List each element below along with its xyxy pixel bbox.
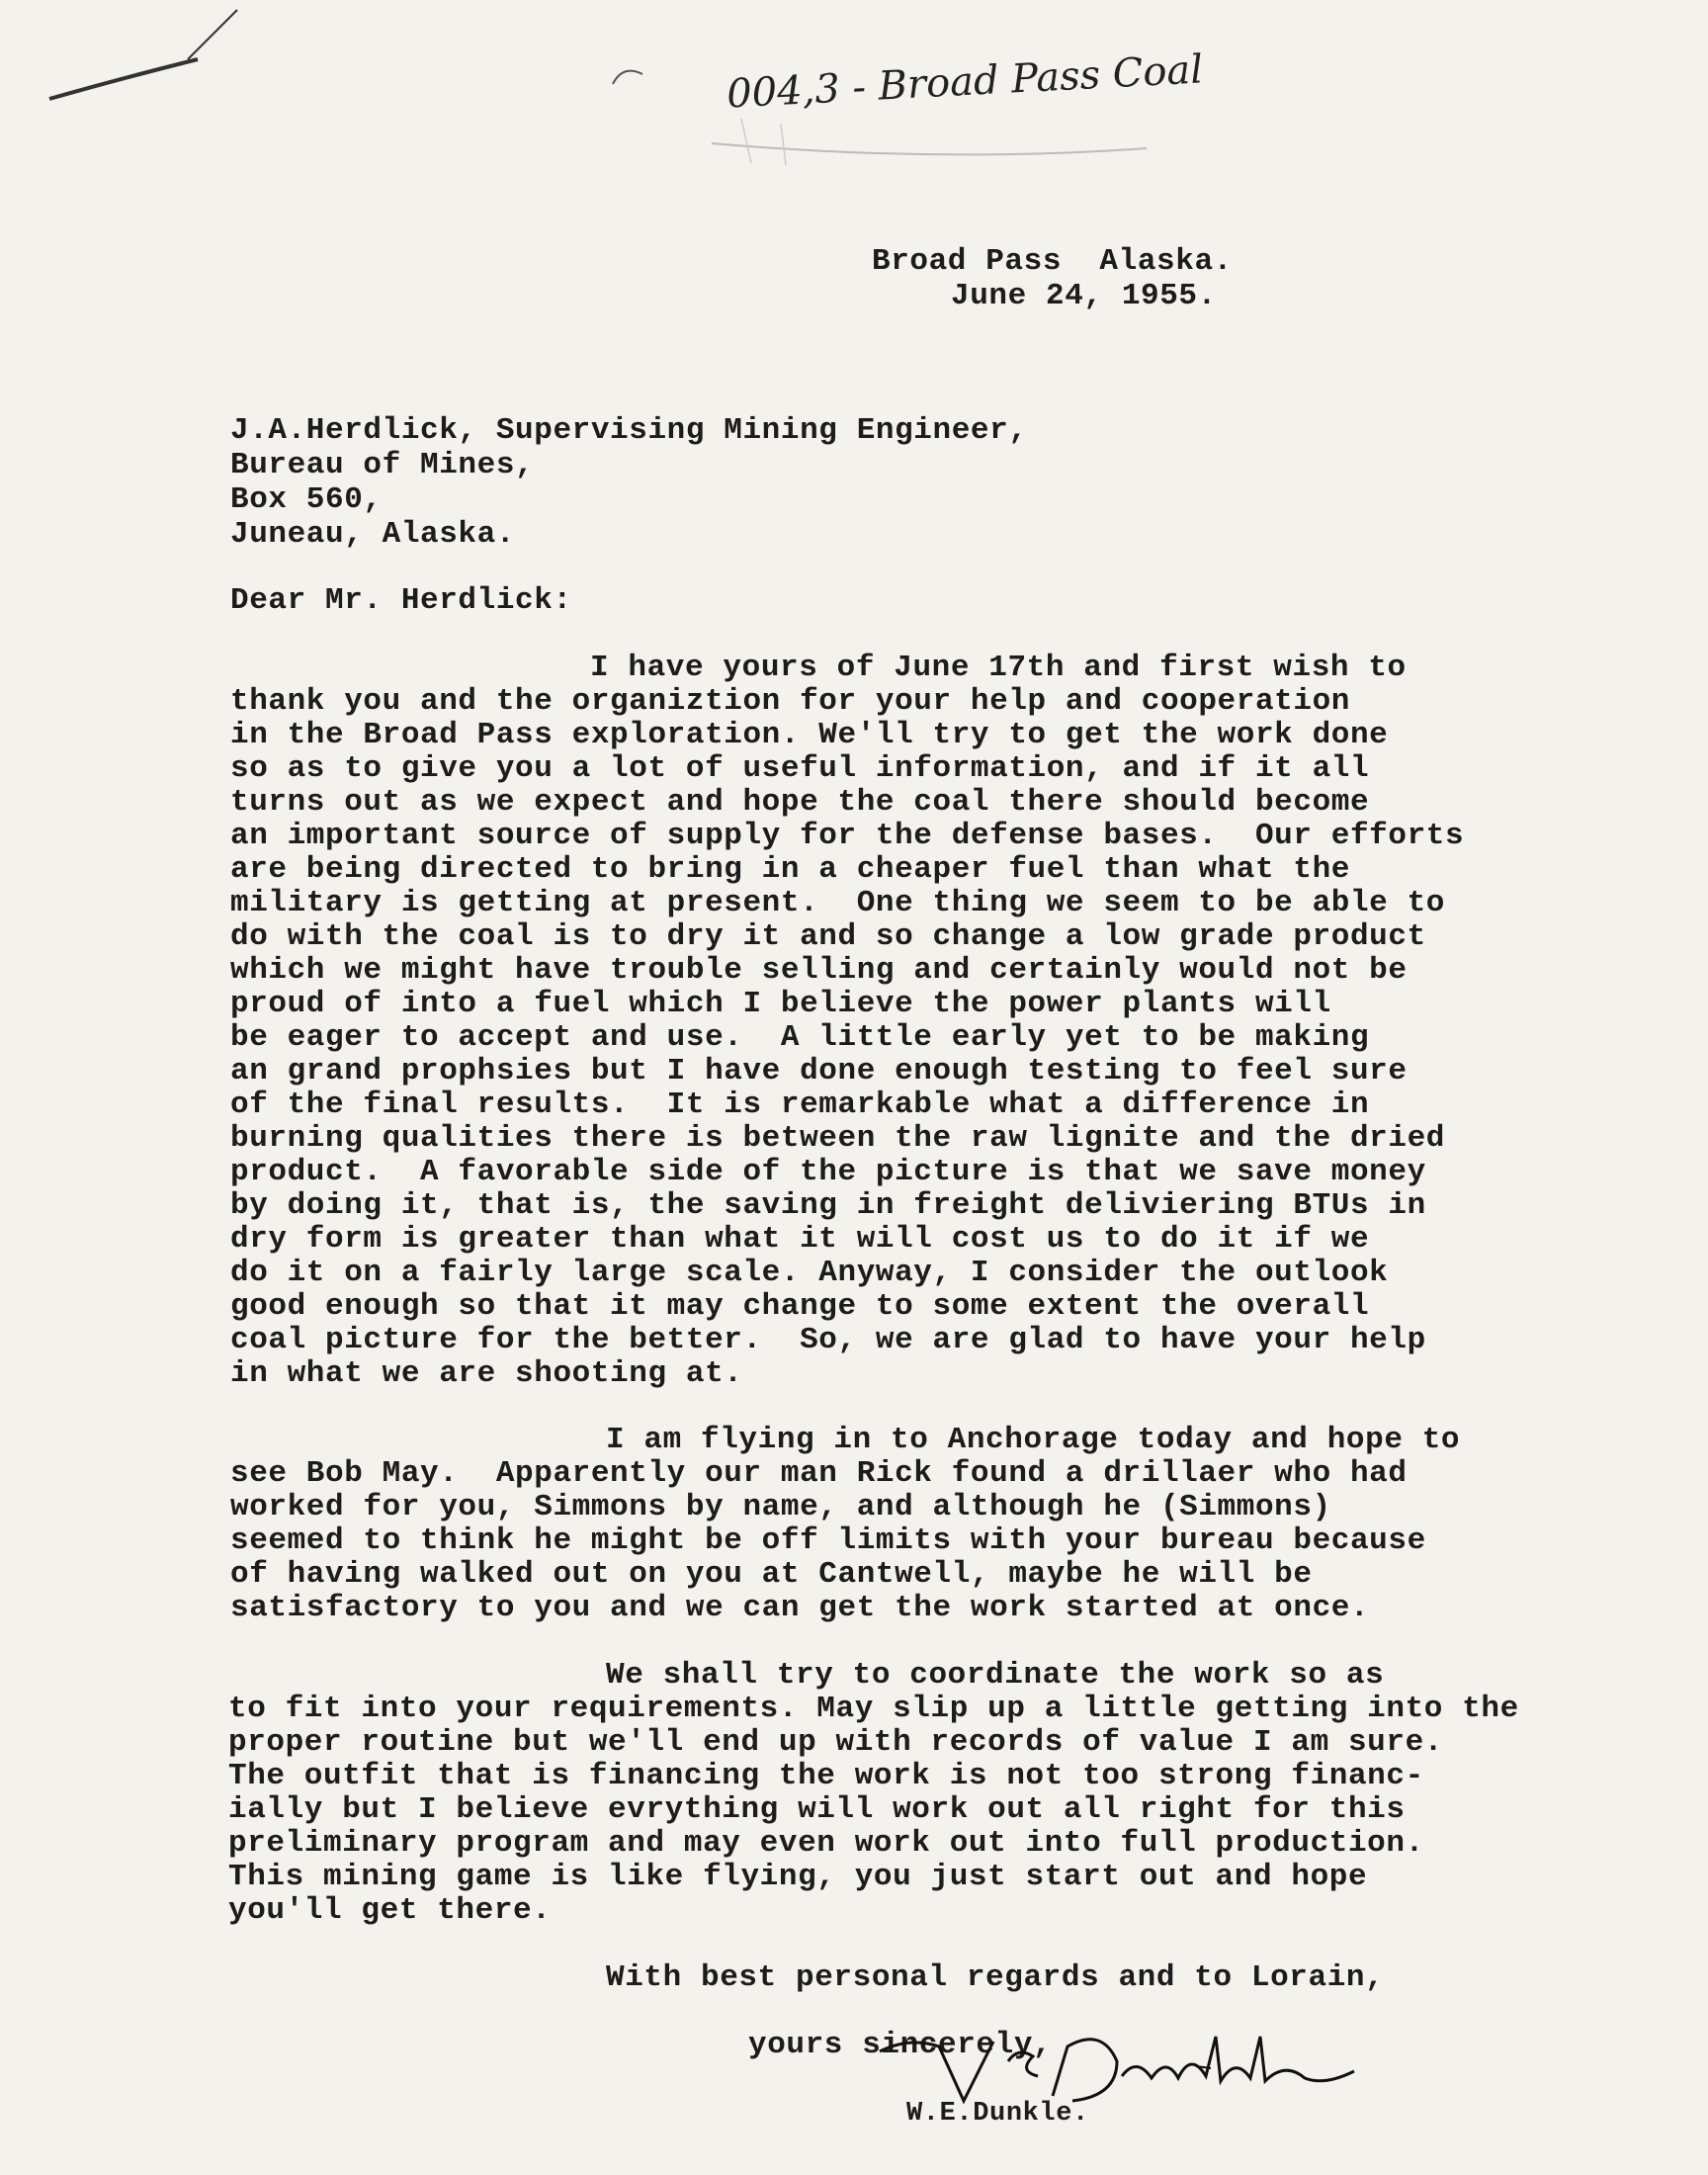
body-line: good enough so that it may change to some extent the overall	[230, 1289, 1370, 1324]
body-line: by doing it, that is, the saving in freight deliviering BTUs in	[230, 1188, 1426, 1223]
body-line: of having walked out on you at Cantwell, maybe he will be	[230, 1557, 1313, 1592]
body-line: We shall try to coordinate the work so as	[606, 1658, 1385, 1693]
body-line: to fit into your requirements. May slip up a little getting into the	[228, 1692, 1519, 1726]
body-line: an important source of supply for the defense bases. Our efforts	[230, 819, 1465, 853]
address-line: Juneau, Alaska.	[230, 517, 516, 552]
body-line: worked for you, Simmons by name, and although he (Simmons)	[230, 1490, 1331, 1524]
body-line: proper routine but we'll end up with records of value I am sure.	[228, 1725, 1443, 1760]
body-line: of the final results. It is remarkable what a difference in	[230, 1088, 1370, 1122]
body-line: which we might have trouble selling and certainly would not be	[230, 953, 1408, 988]
body-line: dry form is greater than what it will cost us to do it if we	[230, 1222, 1370, 1257]
address-line: J.A.Herdlick, Supervising Mining Engineer,	[230, 413, 1028, 448]
body-line: coal picture for the better. So, we are glad to have your help	[230, 1323, 1426, 1357]
body-line: ially but I believe evrything will work out all right for this	[228, 1792, 1406, 1827]
valediction: yours sincerely,	[748, 2028, 1053, 2062]
date-line: June 24, 1955.	[951, 279, 1217, 313]
closing-line: With best personal regards and to Lorain,	[606, 1960, 1385, 1995]
body-line: be eager to accept and use. A little early yet to be making	[230, 1020, 1370, 1055]
body-line: The outfit that is financing the work is not too strong financ-	[228, 1759, 1424, 1793]
body-line: I am flying in to Anchorage today and hope to	[606, 1423, 1461, 1457]
place-line: Broad Pass Alaska.	[872, 244, 1233, 279]
body-line: turns out as we expect and hope the coal there should become	[230, 785, 1370, 820]
body-line: do it on a fairly large scale. Anyway, I consider the outlook	[230, 1256, 1389, 1290]
body-line: I have yours of June 17th and first wish to	[590, 651, 1407, 685]
body-line: so as to give you a lot of useful information, and if it all	[230, 751, 1370, 786]
body-line: in the Broad Pass exploration. We'll try to get the work done	[230, 718, 1389, 752]
body-line: preliminary program and may even work out into full production.	[228, 1826, 1424, 1861]
salutation: Dear Mr. Herdlick:	[230, 583, 572, 618]
pen-mark-icon	[40, 0, 257, 119]
signer-name: W.E.Dunkle.	[906, 2099, 1089, 2129]
body-line: see Bob May. Apparently our man Rick found a drillaer who had	[230, 1456, 1408, 1491]
body-line: in what we are shooting at.	[230, 1356, 743, 1391]
body-line: This mining game is like flying, you just start out and hope	[228, 1860, 1368, 1894]
body-line: thank you and the organiztion for your help and cooperation	[230, 684, 1350, 719]
body-line: you'll get there.	[228, 1893, 552, 1928]
scribble-mark-icon	[593, 54, 1285, 183]
body-line: an grand prophsies but I have done enough testing to feel sure	[230, 1054, 1408, 1088]
body-line: product. A favorable side of the picture is that we save money	[230, 1155, 1426, 1189]
body-line: military is getting at present. One thing we seem to be able to	[230, 886, 1445, 920]
body-line: do with the coal is to dry it and so change a low grade product	[230, 919, 1426, 954]
address-line: Bureau of Mines,	[230, 448, 535, 482]
body-line: burning qualities there is between the raw lignite and the dried	[230, 1121, 1445, 1156]
address-line: Box 560,	[230, 482, 383, 517]
body-line: are being directed to bring in a cheaper fuel than what the	[230, 852, 1350, 887]
file-annotation: 004,3 - Broad Pass Coal	[726, 46, 1205, 118]
body-line: seemed to think he might be off limits with your bureau because	[230, 1523, 1426, 1558]
body-line: satisfactory to you and we can get the work started at once.	[230, 1591, 1370, 1625]
body-line: proud of into a fuel which I believe the power plants will	[230, 987, 1331, 1021]
